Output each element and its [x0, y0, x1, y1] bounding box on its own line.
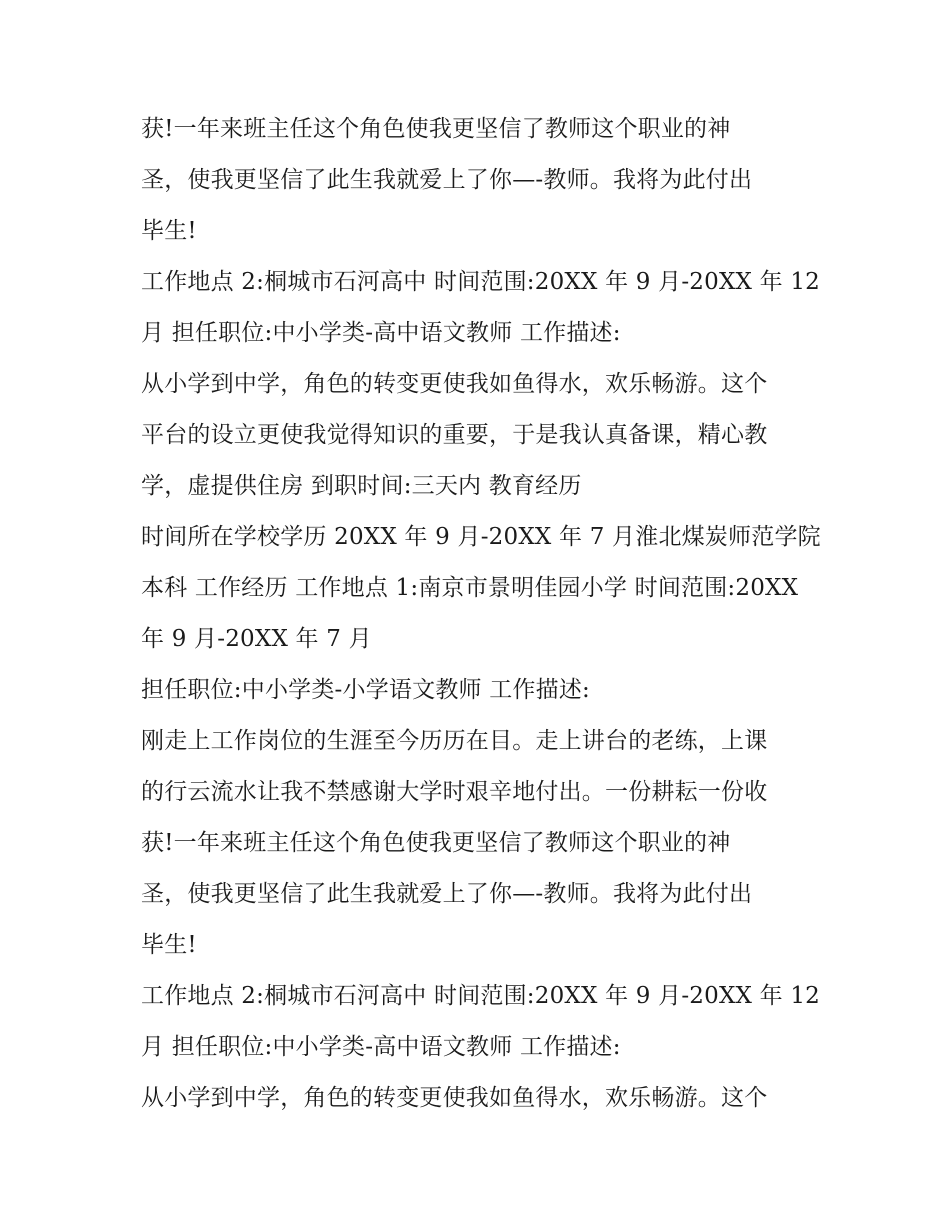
- text-line: 月 担任职位:中小学类-高中语文教师 工作描述:: [141, 1034, 621, 1060]
- text-line: 圣，使我更坚信了此生我就爱上了你—-教师。我将为此付出: [141, 881, 753, 907]
- text-line: 平台的设立更使我觉得知识的重要，于是我认真备课，精心教: [141, 422, 768, 448]
- text-line: 学，虚提供住房 到职时间:三天内 教育经历: [141, 473, 582, 499]
- text-line: 工作地点 2:桐城市石河高中 时间范围:20XX 年 9 月-20XX 年 12: [141, 269, 821, 295]
- text-line: 担任职位:中小学类-小学语文教师 工作描述:: [141, 677, 590, 703]
- text-line: 获!一年来班主任这个角色使我更坚信了教师这个职业的神: [141, 116, 731, 142]
- text-line: 圣，使我更坚信了此生我就爱上了你—-教师。我将为此付出: [141, 167, 753, 193]
- text-line: 时间所在学校学历 20XX 年 9 月-20XX 年 7 月淮北煤炭师范学院: [141, 524, 821, 550]
- text-line: 从小学到中学，角色的转变更使我如鱼得水，欢乐畅游。这个: [141, 1085, 768, 1111]
- text-line: 获!一年来班主任这个角色使我更坚信了教师这个职业的神: [141, 830, 731, 856]
- text-line: 工作地点 2:桐城市石河高中 时间范围:20XX 年 9 月-20XX 年 12: [141, 983, 821, 1009]
- text-line: 的行云流水让我不禁感谢大学时艰辛地付出。一份耕耘一份收: [141, 779, 768, 805]
- text-line: 毕生!: [141, 218, 197, 244]
- text-line: 年 9 月-20XX 年 7 月: [141, 626, 372, 652]
- text-line: 毕生!: [141, 932, 197, 958]
- text-line: 从小学到中学，角色的转变更使我如鱼得水，欢乐畅游。这个: [141, 371, 768, 397]
- text-line: 月 担任职位:中小学类-高中语文教师 工作描述:: [141, 320, 621, 346]
- text-line: 本科 工作经历 工作地点 1:南京市景明佳园小学 时间范围:20XX: [141, 575, 799, 601]
- text-line: 刚走上工作岗位的生涯至今历历在目。走上讲台的老练，上课: [141, 728, 768, 754]
